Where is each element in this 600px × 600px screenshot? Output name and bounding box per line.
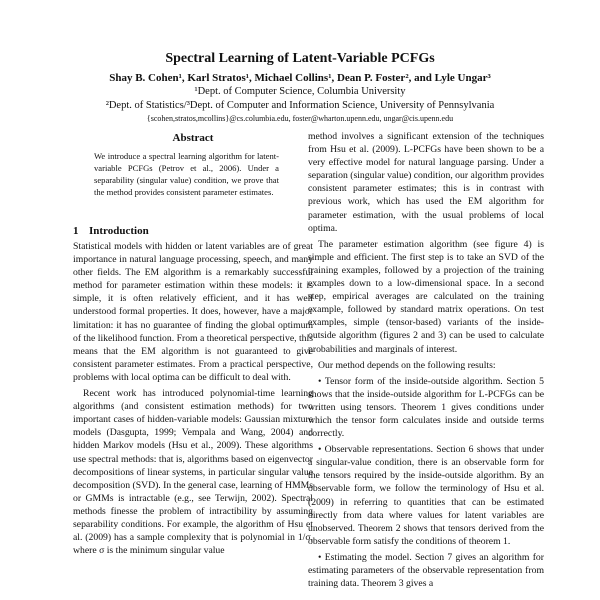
- author-list: Shay B. Cohen¹, Karl Stratos¹, Michael Collins¹, Dean P. Foster², and Lyle Ungar³: [109, 72, 491, 84]
- affiliation-2: ²Dept. of Statistics/³Dept. of Computer and Information Science, University of Pennsylvania: [105, 100, 495, 111]
- bullet-observable-representations: • Observable representations. Section 6 shows that under a singular-value condition, there is an observable form for the tensors required by the inside-outside algorithm. By an observable form, we follow the terminology of Hsu et al. (2009) in referring to quantities that can be estimated directly from data where values for latent variables are unobserved. Theorem 2 shows that tensors derived from the observable form satisfy the conditions of theorem 1.: [308, 444, 544, 547]
- right-paragraph-2: The parameter estimation algorithm (see figure 4) is simple and efficient. The first step is to take an SVD of the training examples, followed by a projection of the training examples down to a low-dimensional space. In a second step, empirical averages are calculated on the training example, followed by standard matrix operations. On test examples, simple (tensor-based) variants of the inside-outside algorithm (figures 2 and 3) can be used to calculate probabilities and marginals of interest.: [308, 238, 544, 355]
- author-emails: {scohen,stratos,mcollins}@cs.columbia.edu, foster@wharton.upenn.edu, ungar@cis.upenn.edu: [146, 114, 454, 123]
- section-heading-introduction: [73, 224, 313, 238]
- section-number: 1: [73, 225, 79, 237]
- right-paragraph-3: Our method depends on the following results:: [318, 359, 496, 371]
- intro-paragraph-2: Recent work has introduced polynomial-time learning algorithms (and consistent estimation methods) for two important cases of hidden-variable models: Gaussian mixture models (Dasgupta, 1999; Vempala and Wang, 2004) and hidden Markov models (Hsu et al., 2009). These algorithms use spectral methods: that is, algorithms based on eigenvector decompositions of linear systems, in particular singular value decomposition (SVD). In the general case, learning of HMMs or GMMs is intractable (e.g., see Terwijn, 2002). Spectral methods finesse the problem of intractibility by assuming separability conditions. For example, the algorithm of Hsu et al. (2009) has a sample complexity that is polynomial in 1/σ, where σ is the minimum singular value: [73, 388, 313, 557]
- right-paragraph-1: method involves a significant extension of the techniques from Hsu et al. (2009). L-PCFGs have been shown to be a very effective model for natural language parsing. Under a separation (singular value) condition, our algorithm provides consistent parameter estimates; this is in contrast with previous work, which has used the EM algorithm for parameter estimation, with the usual problems of local optima.: [308, 131, 544, 234]
- abstract-heading: Abstract: [172, 132, 214, 144]
- section-title: Introduction: [89, 225, 149, 237]
- intro-paragraph-1: Statistical models with hidden or latent variables are of great importance in natural language processing, speech, and many other fields. The EM algorithm is a remarkably successful method for parameter estimation within these models: it is simple, it is often relatively efficient, and it has well understood formal properties. It does, however, have a major limitation: it has no guarantee of finding the global optimum of the likelihood function. From a theoretical perspective, this means that the EM algorithm is not guaranteed to give consistent parameter estimates. From a practical perspective, problems with local optima can be difficult to deal with.: [73, 241, 313, 383]
- affiliation-1: ¹Dept. of Computer Science, Columbia University: [194, 86, 406, 97]
- paper-title: Spectral Learning of Latent-Variable PCFGs: [165, 51, 435, 66]
- abstract-text: We introduce a spectral learning algorithm for latent-variable PCFGs (Petrov et al., 2006). Under a separability (singular value) condition, we prove that the method provides consistent parameter estimates.: [94, 151, 279, 198]
- right-column-body: [308, 130, 544, 590]
- bullet-estimating-model: • Estimating the model. Section 7 gives an algorithm for estimating parameters of the observable representation from training data. Theorem 3 gives a: [308, 551, 544, 590]
- left-column-body: [73, 240, 313, 557]
- bullet-tensor-form: • Tensor form of the inside-outside algorithm. Section 5 shows that the inside-outside algorithm for L-PCFGs can be written using tensors. Theorem 1 gives conditions under which the tensor form calculates inside and outside terms correctly.: [308, 375, 544, 440]
